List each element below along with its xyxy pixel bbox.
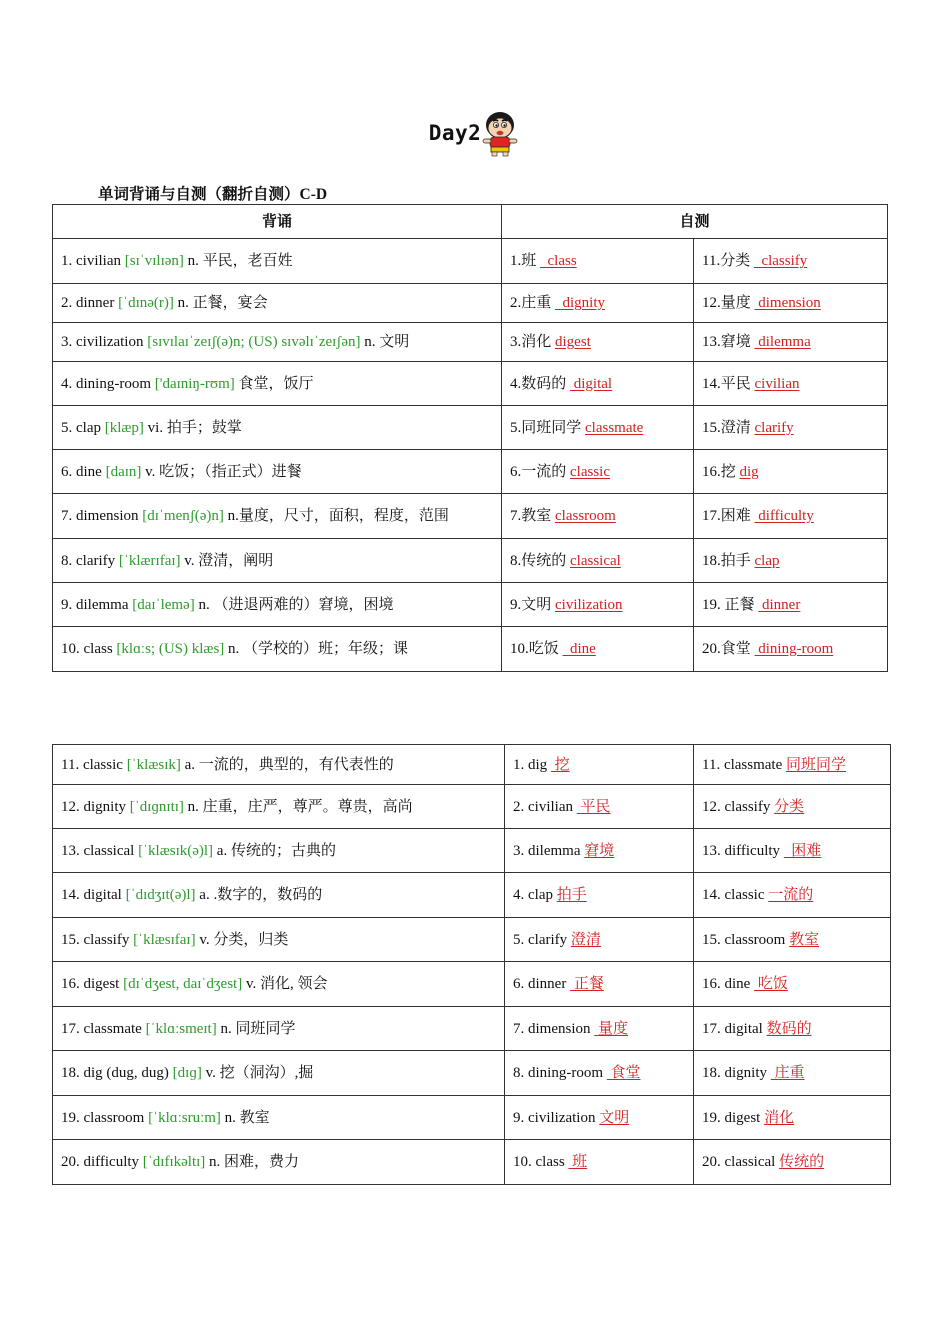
entry-word: class	[83, 641, 113, 657]
entry-word: classical	[83, 842, 135, 859]
entry-number: 17.	[61, 1020, 84, 1037]
entry-number: 8.	[61, 552, 76, 569]
test-prompt: 14.平民	[702, 375, 751, 392]
test-prompt: 19. 正餐	[702, 596, 755, 613]
test-answer: civilian	[754, 375, 800, 392]
test-answer: digital	[570, 375, 613, 392]
self-test-cell	[694, 962, 891, 1007]
test-prompt: 5. clarify	[513, 931, 568, 948]
test-prompt: 10.吃饭	[510, 641, 559, 657]
test-prompt: 7. dimension	[513, 1020, 591, 1037]
test-answer: classical	[570, 552, 621, 569]
self-test-cell	[694, 323, 888, 362]
entry-word: classmate	[83, 1020, 142, 1037]
entry-definition: n. 教室	[224, 1109, 270, 1126]
table-row	[53, 583, 888, 627]
word-entry-cell	[53, 918, 505, 962]
entry-definition: v. 吃饭；（指正式）进餐	[145, 463, 302, 480]
test-answer: 消化	[764, 1109, 795, 1126]
entry-phonetic: [ˈklæsɪk(ə)l]	[138, 842, 214, 859]
entry-word: classroom	[83, 1109, 145, 1126]
entry-word: clarify	[76, 552, 116, 569]
test-prompt: 1.班	[510, 253, 537, 269]
entry-word: dignity	[83, 798, 127, 815]
test-prompt: 20.食堂	[702, 641, 751, 657]
test-answer: dining-room	[754, 641, 834, 657]
vocab-table-1	[52, 204, 888, 672]
title-block	[0, 108, 950, 158]
entry-word: dimension	[76, 508, 139, 524]
self-test-cell	[694, 450, 888, 494]
entry-word: dinner	[76, 295, 115, 311]
test-answer: dilemma	[754, 334, 811, 350]
entry-phonetic: [ˈklæsɪk]	[126, 756, 181, 773]
entry-number: 11.	[61, 756, 83, 773]
test-prompt: 2.庄重	[510, 295, 552, 311]
self-test-cell	[505, 1140, 694, 1185]
test-answer: 吃饭	[754, 976, 788, 992]
entry-definition: n. 困难，费力	[209, 1154, 300, 1170]
word-entry-cell	[53, 745, 505, 785]
test-prompt: 17. digital	[702, 1020, 763, 1037]
entry-number: 13.	[61, 842, 84, 859]
entry-number: 2.	[61, 295, 76, 311]
table-row	[53, 362, 888, 406]
table-row	[53, 1140, 891, 1185]
test-prompt: 17.困难	[702, 508, 751, 524]
entry-phonetic: [ˈklæsɪfaɪ]	[133, 931, 196, 948]
test-prompt: 4.数码的	[510, 375, 567, 392]
test-answer: digest	[555, 334, 591, 350]
word-entry-cell	[53, 450, 502, 494]
entry-definition: n. 文明	[364, 334, 410, 350]
word-entry-cell	[53, 1051, 505, 1096]
entry-word: classic	[82, 756, 123, 773]
self-test-cell	[694, 583, 888, 627]
self-test-cell	[505, 829, 694, 873]
table-row	[53, 627, 888, 672]
test-answer: class	[540, 253, 577, 269]
table-row	[53, 406, 888, 450]
self-test-cell	[694, 494, 888, 539]
test-answer: 班	[568, 1154, 588, 1170]
entry-definition: n. 庄重，庄严，尊严。尊贵，高尚	[187, 798, 413, 815]
word-entry-cell	[53, 873, 505, 918]
self-test-cell	[505, 962, 694, 1007]
self-test-cell	[694, 627, 888, 672]
section-subtitle: 单词背诵与自测（翻折自测）C-D	[98, 186, 328, 203]
entry-definition: n. 平民，老百姓	[187, 253, 293, 269]
entry-number: 19.	[61, 1109, 84, 1126]
word-entry-cell	[53, 627, 502, 672]
test-answer: 传统的	[779, 1154, 825, 1170]
entry-number: 14.	[61, 887, 84, 903]
self-test-cell	[694, 406, 888, 450]
test-prompt: 16.挖	[702, 463, 736, 480]
word-entry-cell	[53, 962, 505, 1007]
entry-definition: n. 正餐，宴会	[177, 295, 268, 311]
word-entry-cell	[53, 494, 502, 539]
test-answer: 正餐	[570, 976, 604, 992]
entry-number: 10.	[61, 641, 84, 657]
entry-word: dining-room	[76, 375, 151, 392]
self-test-cell	[694, 239, 888, 284]
self-test-cell	[505, 1007, 694, 1051]
table-row	[53, 450, 888, 494]
table-row	[53, 539, 888, 583]
table-row	[53, 284, 888, 323]
test-prompt: 15.澄清	[702, 419, 751, 436]
entry-definition: v. 分类，归类	[199, 931, 289, 948]
test-answer: 数码的	[766, 1020, 812, 1037]
self-test-cell	[505, 1096, 694, 1140]
entry-definition: n. 同班同学	[220, 1020, 296, 1037]
self-test-cell	[505, 873, 694, 918]
self-test-cell	[505, 785, 694, 829]
test-prompt: 5.同班同学	[510, 419, 582, 436]
word-entry-cell	[53, 1007, 505, 1051]
test-prompt: 12.量度	[702, 295, 751, 311]
self-test-cell	[502, 362, 694, 406]
test-prompt: 12. classify	[702, 798, 771, 815]
word-entry-cell	[53, 1096, 505, 1140]
test-prompt: 13. difficulty	[702, 842, 781, 859]
entry-number: 6.	[61, 463, 76, 480]
entry-definition: v. 消化, 领会	[245, 976, 328, 992]
entry-number: 16.	[61, 976, 84, 992]
test-answer: classify	[753, 253, 808, 269]
entry-number: 3.	[61, 334, 76, 350]
entry-phonetic: [sɪvɪlaɪˈzeɪʃ(ə)n; (US) sɪvəlɪˈzeɪʃən]	[147, 334, 361, 350]
word-entry-cell	[53, 785, 505, 829]
self-test-cell	[505, 1051, 694, 1096]
self-test-cell	[694, 1051, 891, 1096]
test-answer: 教室	[789, 931, 820, 948]
entry-phonetic: [klæp]	[104, 419, 144, 436]
table-row	[53, 494, 888, 539]
self-test-cell	[502, 583, 694, 627]
entry-word: digest	[83, 976, 120, 992]
test-answer: 同班同学	[786, 756, 847, 773]
test-answer: 拍手	[556, 887, 587, 903]
test-answer: dimension	[754, 295, 821, 311]
test-prompt: 10. class	[513, 1154, 565, 1170]
self-test-cell	[502, 406, 694, 450]
test-prompt: 3.消化	[510, 334, 552, 350]
test-answer: 困难	[783, 842, 822, 859]
self-test-cell	[502, 494, 694, 539]
test-prompt: 8.传统的	[510, 552, 567, 569]
test-prompt: 1. dig	[513, 756, 548, 773]
entry-word: classify	[83, 931, 130, 948]
word-entry-cell	[53, 1140, 505, 1185]
test-prompt: 20. classical	[702, 1154, 776, 1170]
word-entry-cell	[53, 583, 502, 627]
test-prompt: 13.窘境	[702, 334, 751, 350]
entry-word: clap	[76, 419, 101, 436]
test-prompt: 3. dilemma	[513, 842, 581, 859]
entry-phonetic: [dɪɡ]	[172, 1065, 202, 1081]
test-answer: 分类	[774, 798, 805, 815]
test-answer: 庄重	[770, 1065, 805, 1081]
table-row	[53, 1007, 891, 1051]
table-row	[53, 962, 891, 1007]
self-test-cell	[694, 284, 888, 323]
word-entry-cell	[53, 406, 502, 450]
test-answer: dine	[562, 641, 596, 657]
entry-definition: a. .数字的，数码的	[199, 887, 323, 903]
test-prompt: 18.拍手	[702, 552, 751, 569]
word-entry-cell	[53, 323, 502, 362]
entry-word: difficulty	[83, 1154, 140, 1170]
entry-word: civilization	[76, 334, 144, 350]
test-answer: dig	[739, 463, 759, 480]
test-answer: 食堂	[606, 1065, 641, 1081]
test-prompt: 11. classmate	[702, 756, 783, 773]
word-entry-cell	[53, 284, 502, 323]
test-prompt: 6.一流的	[510, 463, 567, 480]
test-prompt: 8. dining-room	[513, 1065, 603, 1081]
entry-phonetic: [ˈklærɪfaɪ]	[118, 552, 181, 569]
test-answer: difficulty	[754, 508, 814, 524]
entry-definition: n. （进退两难的）窘境，困境	[198, 596, 394, 613]
entry-number: 20.	[61, 1154, 84, 1170]
entry-number: 4.	[61, 375, 76, 392]
test-answer: dignity	[555, 295, 606, 311]
table-row	[53, 918, 891, 962]
test-prompt: 4. clap	[513, 887, 553, 903]
entry-number: 12.	[61, 798, 84, 815]
entry-phonetic: [daɪˈlemə]	[132, 596, 195, 613]
test-prompt: 9.文明	[510, 596, 552, 613]
self-test-cell	[694, 829, 891, 873]
entry-definition: v. 澄清，阐明	[184, 552, 274, 569]
entry-phonetic: [ˈdɪɡnɪtɪ]	[129, 798, 184, 815]
page-title: Day2	[428, 121, 482, 145]
word-entry-cell	[53, 239, 502, 284]
self-test-cell	[502, 284, 694, 323]
entry-number: 1.	[61, 253, 76, 269]
self-test-cell	[694, 1096, 891, 1140]
table-row	[53, 785, 891, 829]
entry-number: 18.	[61, 1065, 84, 1081]
entry-definition: 食堂，饭厅	[238, 375, 314, 392]
self-test-cell	[694, 1140, 891, 1185]
entry-phonetic: [dɪˈdʒest, daɪˈdʒest]	[123, 976, 243, 992]
test-answer: clap	[754, 552, 780, 569]
self-test-cell	[502, 539, 694, 583]
test-prompt: 2. civilian	[513, 798, 573, 815]
entry-phonetic: [ˈklɑːsruːm]	[148, 1109, 221, 1126]
test-prompt: 6. dinner	[513, 976, 567, 992]
table-row	[53, 1096, 891, 1140]
self-test-cell	[694, 539, 888, 583]
entry-phonetic: [daɪn]	[105, 463, 142, 480]
entry-word: dilemma	[76, 596, 129, 613]
table-row	[53, 1051, 891, 1096]
entry-definition: n.量度，尺寸，面积，程度，范围	[227, 508, 449, 524]
word-entry-cell	[53, 539, 502, 583]
self-test-cell	[694, 873, 891, 918]
test-prompt: 15. classroom	[702, 931, 786, 948]
vocab-table-2	[52, 744, 891, 1185]
entry-definition: v. 挖（洞沟）,掘	[205, 1065, 314, 1081]
self-test-cell	[502, 450, 694, 494]
test-prompt: 14. classic	[702, 887, 765, 903]
self-test-cell	[694, 362, 888, 406]
self-test-cell	[505, 745, 694, 785]
entry-definition: n. （学校的）班；年级；课	[228, 641, 409, 657]
word-entry-cell	[53, 829, 505, 873]
test-prompt: 16. dine	[702, 976, 751, 992]
test-prompt: 7.教室	[510, 508, 552, 524]
test-answer: 文明	[599, 1109, 630, 1126]
entry-phonetic: ['daɪniŋ-rʊm]	[154, 375, 235, 392]
test-answer: classroom	[555, 508, 616, 524]
entry-word: dig (dug, dug)	[83, 1065, 169, 1081]
table-row	[53, 745, 891, 785]
entry-definition: a. 一流的，典型的，有代表性的	[184, 756, 394, 773]
test-answer: 量度	[594, 1020, 629, 1037]
self-test-cell	[502, 323, 694, 362]
test-answer: 澄清	[570, 931, 601, 948]
entry-phonetic: [ˈdɪdʒɪt(ə)l]	[125, 887, 196, 903]
entry-phonetic: [sɪˈvɪlɪən]	[124, 253, 184, 269]
self-test-cell	[694, 918, 891, 962]
test-answer: classic	[570, 463, 610, 480]
entry-word: civilian	[76, 253, 121, 269]
self-test-cell	[502, 239, 694, 284]
entry-word: dine	[76, 463, 102, 480]
test-answer: clarify	[754, 419, 794, 436]
cartoon-boy-icon	[479, 108, 521, 158]
self-test-cell	[505, 918, 694, 962]
entry-phonetic: [ˈdɪnə(r)]	[118, 295, 174, 311]
entry-phonetic: [klɑːs; (US) klæs]	[116, 641, 225, 657]
self-test-cell	[694, 1007, 891, 1051]
test-prompt: 19. digest	[702, 1109, 761, 1126]
table-row	[53, 323, 888, 362]
entry-phonetic: [ˈdɪfɪkəltɪ]	[142, 1154, 206, 1170]
header-recite: 背诵	[53, 205, 502, 239]
test-prompt: 9. civilization	[513, 1109, 596, 1126]
test-answer: 挖	[550, 756, 570, 773]
test-answer: civilization	[555, 596, 623, 613]
self-test-cell	[502, 627, 694, 672]
self-test-cell	[694, 745, 891, 785]
table-row	[53, 829, 891, 873]
entry-number: 7.	[61, 508, 76, 524]
table-row	[53, 239, 888, 284]
entry-number: 5.	[61, 419, 76, 436]
entry-word: digital	[83, 887, 122, 903]
test-answer: 平民	[576, 798, 611, 815]
test-prompt: 11.分类	[702, 253, 751, 269]
entry-number: 9.	[61, 596, 76, 613]
test-prompt: 18. dignity	[702, 1065, 768, 1081]
entry-phonetic: [dɪˈmenʃ(ə)n]	[142, 508, 224, 524]
entry-definition: vi. 拍手；鼓掌	[147, 419, 242, 436]
header-self-test: 自测	[502, 205, 888, 239]
entry-definition: a. 传统的；古典的	[216, 842, 336, 859]
test-answer: classmate	[585, 419, 644, 436]
entry-phonetic: [ˈklɑːsmeɪt]	[145, 1020, 217, 1037]
table-row	[53, 873, 891, 918]
word-entry-cell	[53, 362, 502, 406]
test-answer: dinner	[758, 596, 801, 613]
entry-number: 15.	[61, 931, 84, 948]
test-answer: 一流的	[768, 887, 814, 903]
self-test-cell	[694, 785, 891, 829]
test-answer: 窘境	[584, 842, 615, 859]
